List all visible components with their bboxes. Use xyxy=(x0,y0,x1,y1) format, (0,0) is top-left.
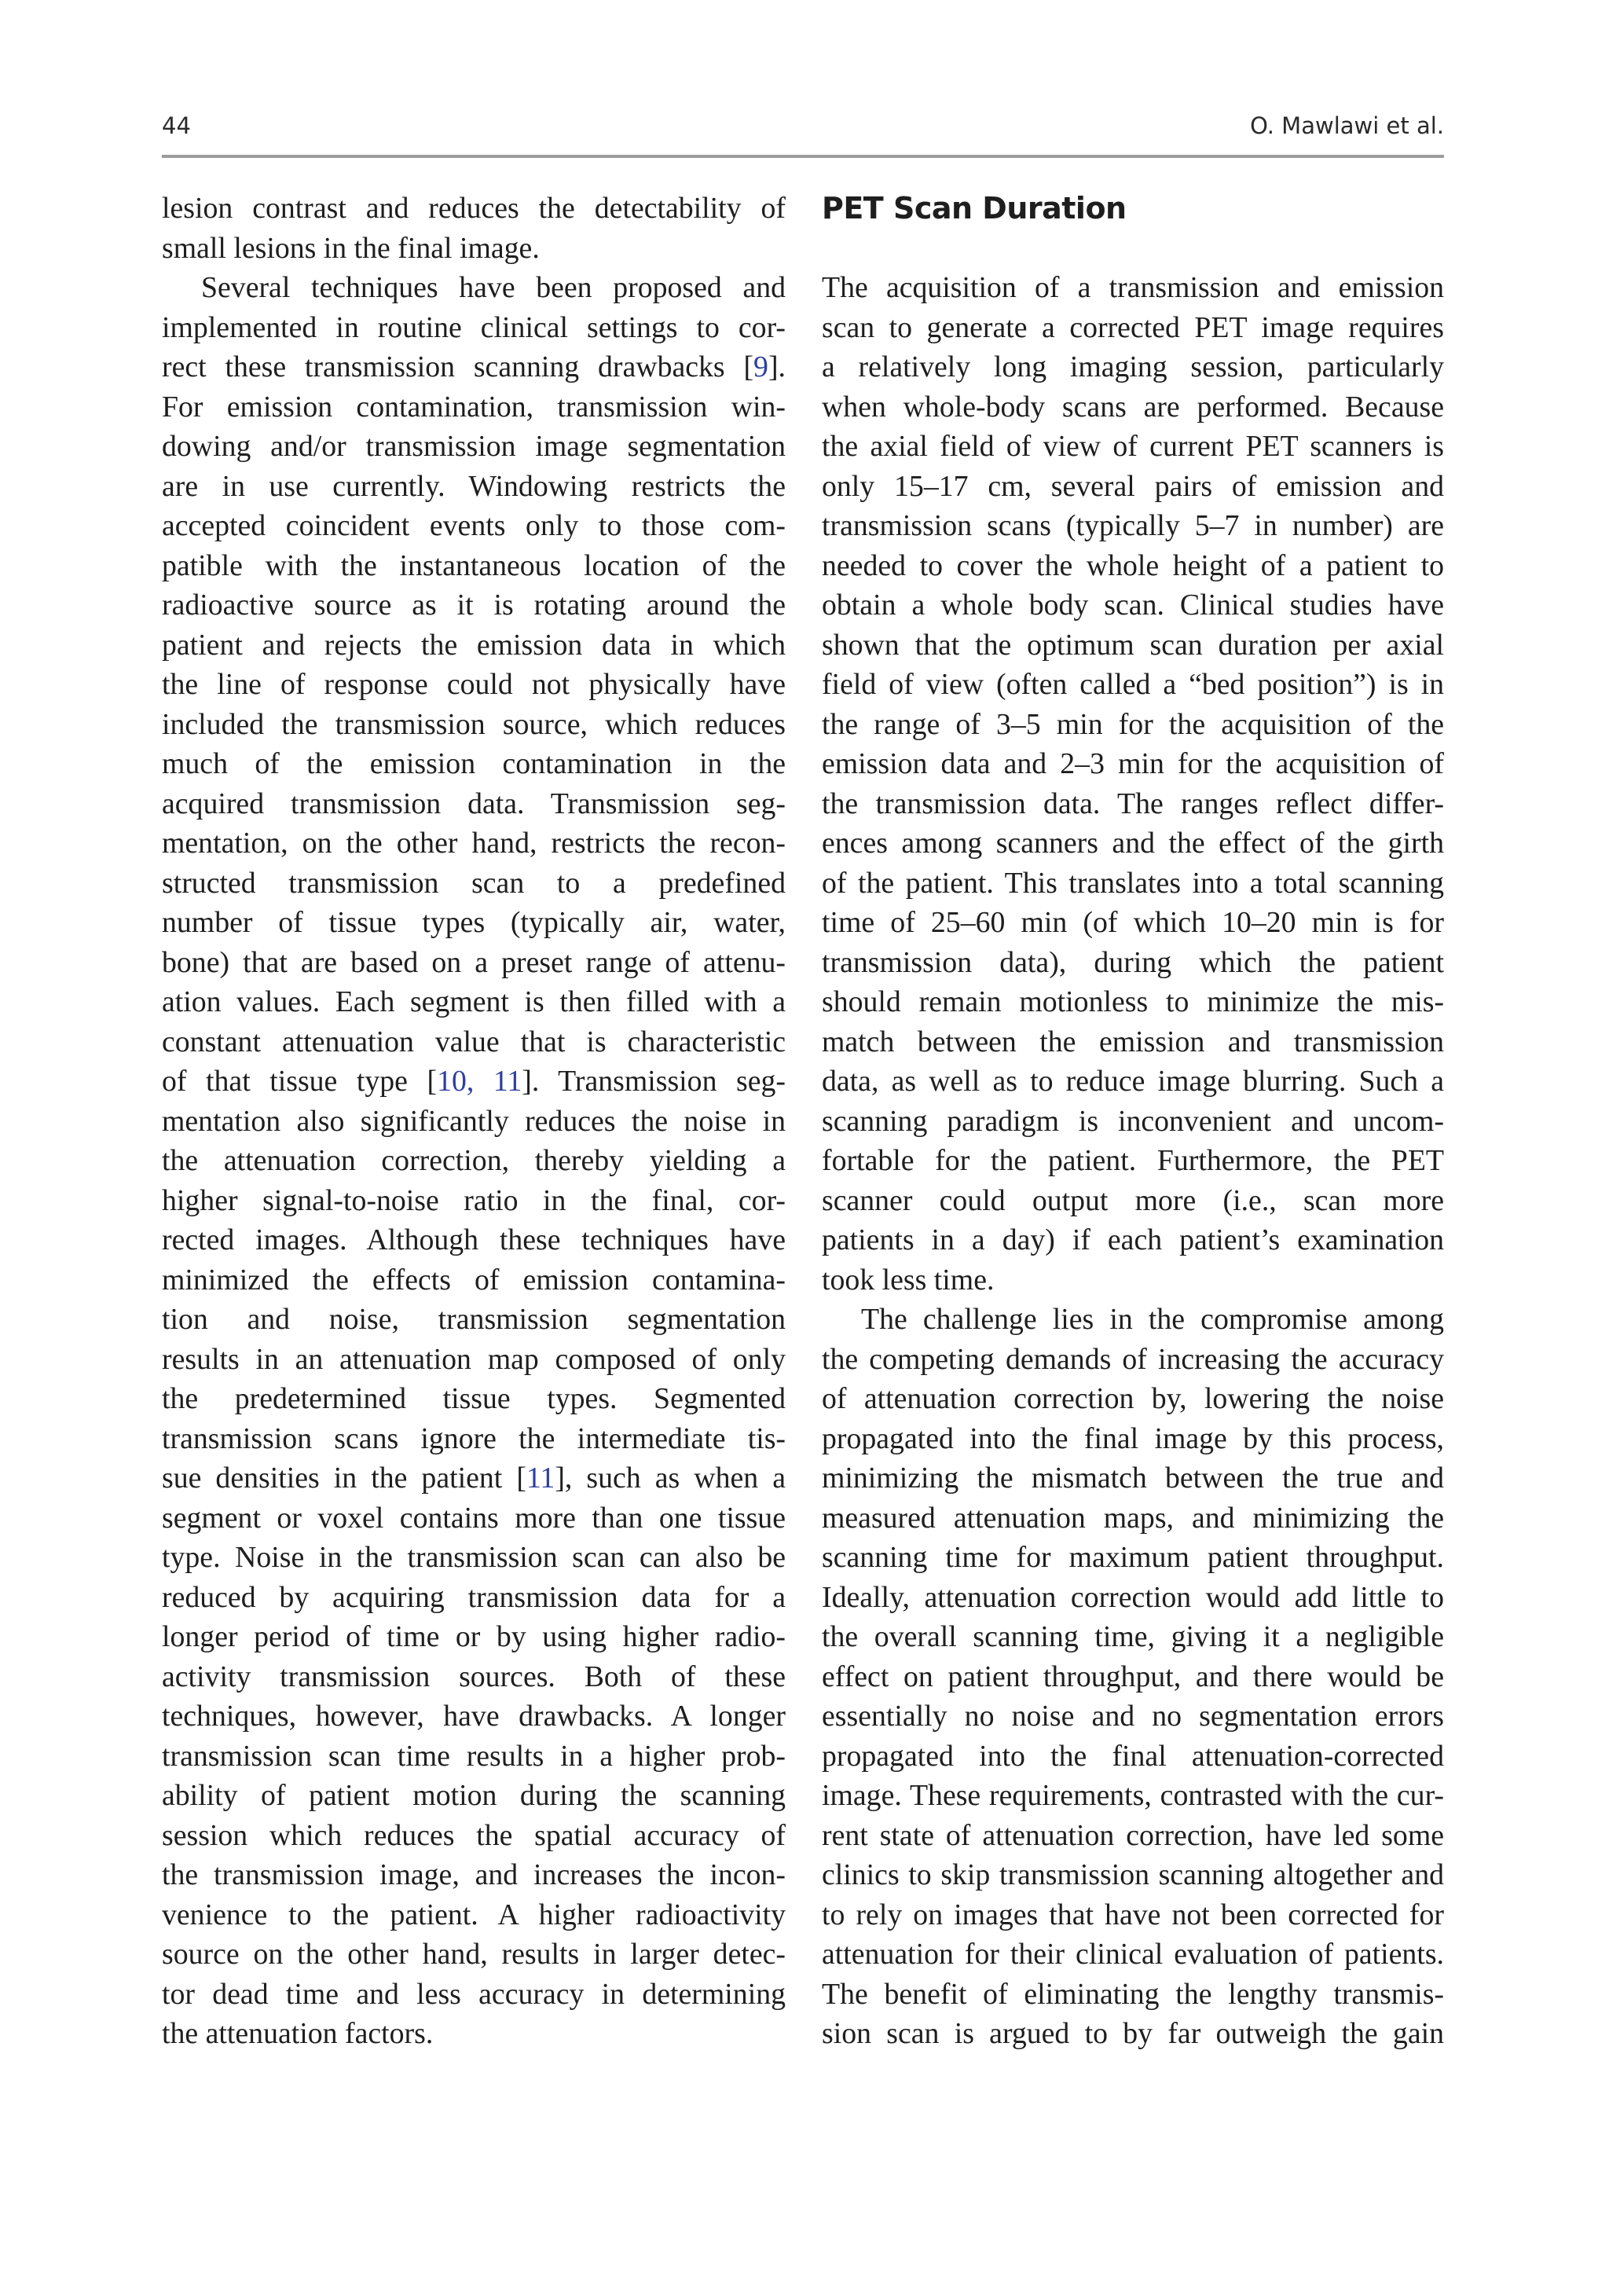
text-line: techniques, however, have drawbacks. A longer xyxy=(162,1700,786,1733)
text-line: of attenuation correction by, lowering the noise xyxy=(822,1382,1444,1415)
text-line: ences among scanners and the effect of the girth xyxy=(822,827,1444,860)
text-line: measured attenuation maps, and minimizing the xyxy=(822,1501,1444,1535)
text-line: are in use currently. Windowing restricts the xyxy=(162,469,786,503)
text-line: type. Noise in the transmission scan can also be xyxy=(162,1541,786,1574)
text-line: should remain motionless to minimize the mis- xyxy=(822,985,1444,1018)
text-line: obtain a whole body scan. Clinical studies have xyxy=(822,589,1444,622)
text-line: number of tissue types (typically air, water, xyxy=(162,906,786,939)
text-line: scanning time for maximum patient throughput. xyxy=(822,1541,1444,1574)
citation-link-11[interactable]: 11 xyxy=(526,1462,555,1495)
text-line: minimizing the mismatch between the true and xyxy=(822,1462,1444,1495)
text-line: effect on patient throughput, and there would be xyxy=(822,1660,1444,1693)
text-line: when whole-body scans are performed. Because xyxy=(822,390,1444,424)
text-line: tor dead time and less accuracy in determining xyxy=(162,1977,786,2011)
text-line: transmission scan time results in a higher prob- xyxy=(162,1739,786,1773)
text-line: activity transmission sources. Both of these xyxy=(162,1660,786,1693)
paragraph-acquisition xyxy=(822,268,1444,1300)
text-line: For emission contamination, transmission win- xyxy=(162,390,786,424)
text-line: transmission scans (typically 5–7 in number) are xyxy=(822,509,1444,542)
text-line: rent state of attenuation correction, have led some xyxy=(822,1818,1444,1852)
text-line: Several techniques have been proposed and xyxy=(201,271,786,304)
right-column xyxy=(822,189,1444,2054)
text-line xyxy=(162,347,786,387)
citation-link-11[interactable]: 11 xyxy=(493,1065,522,1098)
text-line: match between the emission and transmission xyxy=(822,1025,1444,1058)
paragraph-lesion-contrast xyxy=(162,189,786,268)
running-authors: O. Mawlawi et al. xyxy=(1250,112,1444,139)
text-line: image. These requirements, contrasted with the cur- xyxy=(822,1779,1444,1812)
text-line: higher signal-to-noise ratio in the final, cor- xyxy=(162,1183,786,1217)
text-line xyxy=(162,1062,786,1102)
text-line: source on the other hand, results in larger detec- xyxy=(162,1938,786,1971)
text-line: transmission data), during which the patient xyxy=(822,945,1444,979)
text-line: took less time. xyxy=(822,1263,995,1297)
text-line: the predetermined tissue types. Segmented xyxy=(162,1382,786,1415)
text-line: scanning paradigm is inconvenient and uncom- xyxy=(822,1104,1444,1138)
text-line: segment or voxel contains more than one tissue xyxy=(162,1501,786,1535)
text-line: reduced by acquiring transmission data for a xyxy=(162,1580,786,1614)
citation-link-10[interactable]: 10 xyxy=(437,1065,467,1098)
text-line: patible with the instantaneous location of the xyxy=(162,548,786,582)
text-line: rected images. Although these techniques have xyxy=(162,1223,786,1256)
paragraph-challenge xyxy=(822,1300,1444,2054)
text-line: session which reduces the spatial accuracy of xyxy=(162,1818,786,1852)
text-line: shown that the optimum scan duration per axial xyxy=(822,628,1444,662)
text-line: needed to cover the whole height of a patient to xyxy=(822,548,1444,582)
text-line: to rely on images that have not been corrected for xyxy=(822,1898,1444,1931)
text-line: constant attenuation value that is characteristic xyxy=(162,1025,786,1058)
text-line: venience to the patient. A higher radioactivity xyxy=(162,1898,786,1931)
text-line: the overall scanning time, giving it a negligible xyxy=(822,1620,1444,1653)
text-line: the attenuation correction, thereby yielding a xyxy=(162,1144,786,1177)
text-line: The challenge lies in the compromise among xyxy=(861,1303,1444,1336)
page-number: 44 xyxy=(162,112,191,139)
text-line: the transmission data. The ranges reflect differ- xyxy=(822,787,1444,820)
text-line: propagated into the final image by this process, xyxy=(822,1421,1444,1455)
text-line: the line of response could not physically have xyxy=(162,668,786,701)
text-line: clinics to skip transmission scanning altogether and xyxy=(822,1858,1444,1891)
text-line: tion and noise, transmission segmentation xyxy=(162,1303,786,1336)
text-line: the competing demands of increasing the accuracy xyxy=(822,1342,1444,1376)
text-line: The acquisition of a transmission and emission xyxy=(822,271,1444,304)
text-run: ]. Transmission seg- xyxy=(522,1065,786,1098)
citation-link-9[interactable]: 9 xyxy=(753,350,768,383)
text-line: Ideally, attenuation correction would add little to xyxy=(822,1580,1444,1614)
text-line: essentially no noise and no segmentation errors xyxy=(822,1700,1444,1733)
text-line: implemented in routine clinical settings to cor- xyxy=(162,310,786,344)
left-column xyxy=(162,189,786,2054)
text-line: ation values. Each segment is then filled with a xyxy=(162,985,786,1018)
section-heading: PET Scan Duration xyxy=(822,191,1127,226)
text-line: the transmission image, and increases the incon- xyxy=(162,1858,786,1891)
text-line: acquired transmission data. Transmission seg- xyxy=(162,787,786,820)
text-line: scan to generate a corrected PET image requires xyxy=(822,310,1444,344)
text-line: patients in a day) if each patient’s examination xyxy=(822,1223,1444,1256)
text-line: a relatively long imaging session, particularly xyxy=(822,350,1444,383)
paragraph-techniques xyxy=(162,268,786,2054)
text-line: the axial field of view of current PET scanners is xyxy=(822,430,1444,463)
text-run: ]. xyxy=(768,350,786,383)
text-line: mentation, on the other hand, restricts the recon- xyxy=(162,827,786,860)
text-run: of that tissue type [ xyxy=(162,1065,438,1098)
text-line: fortable for the patient. Furthermore, the PET xyxy=(822,1144,1444,1177)
text-line: accepted coincident events only to those com- xyxy=(162,509,786,542)
text-line: small lesions in the final image. xyxy=(162,231,540,265)
text-line: transmission scans ignore the intermediate tis- xyxy=(162,1421,786,1455)
text-line: structed transmission scan to a predefined xyxy=(162,866,786,900)
text-line: emission data and 2–3 min for the acquisition of xyxy=(822,747,1444,780)
text-line: dowing and/or transmission image segmentation xyxy=(162,430,786,463)
text-run: ], such as when a xyxy=(555,1462,786,1495)
text-line: scanner could output more (i.e., scan more xyxy=(822,1183,1444,1217)
text-line: mentation also significantly reduces the noise in xyxy=(162,1104,786,1138)
text-line: included the transmission source, which reduces xyxy=(162,707,786,741)
text-line: minimized the effects of emission contamina- xyxy=(162,1263,786,1297)
text-line: sion scan is argued to by far outweigh the gain xyxy=(822,2017,1444,2050)
text-line: propagated into the final attenuation-corrected xyxy=(822,1739,1444,1773)
text-line: only 15–17 cm, several pairs of emission and xyxy=(822,469,1444,503)
text-line: data, as well as to reduce image blurring. Such a xyxy=(822,1065,1444,1098)
text-line: longer period of time or by using higher radio- xyxy=(162,1620,786,1653)
text-line: bone) that are based on a preset range of attenu- xyxy=(162,945,786,979)
text-line: time of 25–60 min (of which 10–20 min is for xyxy=(822,906,1444,939)
text-run: sue densities in the patient [ xyxy=(162,1462,526,1495)
text-line: of the patient. This translates into a total scanning xyxy=(822,866,1444,900)
text-line: much of the emission contamination in the xyxy=(162,747,786,780)
text-line: results in an attenuation map composed of only xyxy=(162,1342,786,1376)
text-line: patient and rejects the emission data in which xyxy=(162,628,786,662)
citation-separator: , xyxy=(466,1065,493,1098)
text-line: radioactive source as it is rotating around the xyxy=(162,589,786,622)
text-line xyxy=(162,1458,786,1498)
text-line: attenuation for their clinical evaluation of patients. xyxy=(822,1938,1444,1971)
text-line: ability of patient motion during the scanning xyxy=(162,1779,786,1812)
text-run: rect these transmission scanning drawbacks [ xyxy=(162,350,754,383)
text-line: The benefit of eliminating the lengthy transmis- xyxy=(822,1977,1444,2011)
text-line: lesion contrast and reduces the detectability of xyxy=(162,192,786,225)
running-header xyxy=(162,108,1444,158)
text-line: field of view (often called a “bed position”) is in xyxy=(822,668,1444,701)
text-line: the range of 3–5 min for the acquisition of the xyxy=(822,707,1444,741)
text-line: the attenuation factors. xyxy=(162,2017,434,2050)
